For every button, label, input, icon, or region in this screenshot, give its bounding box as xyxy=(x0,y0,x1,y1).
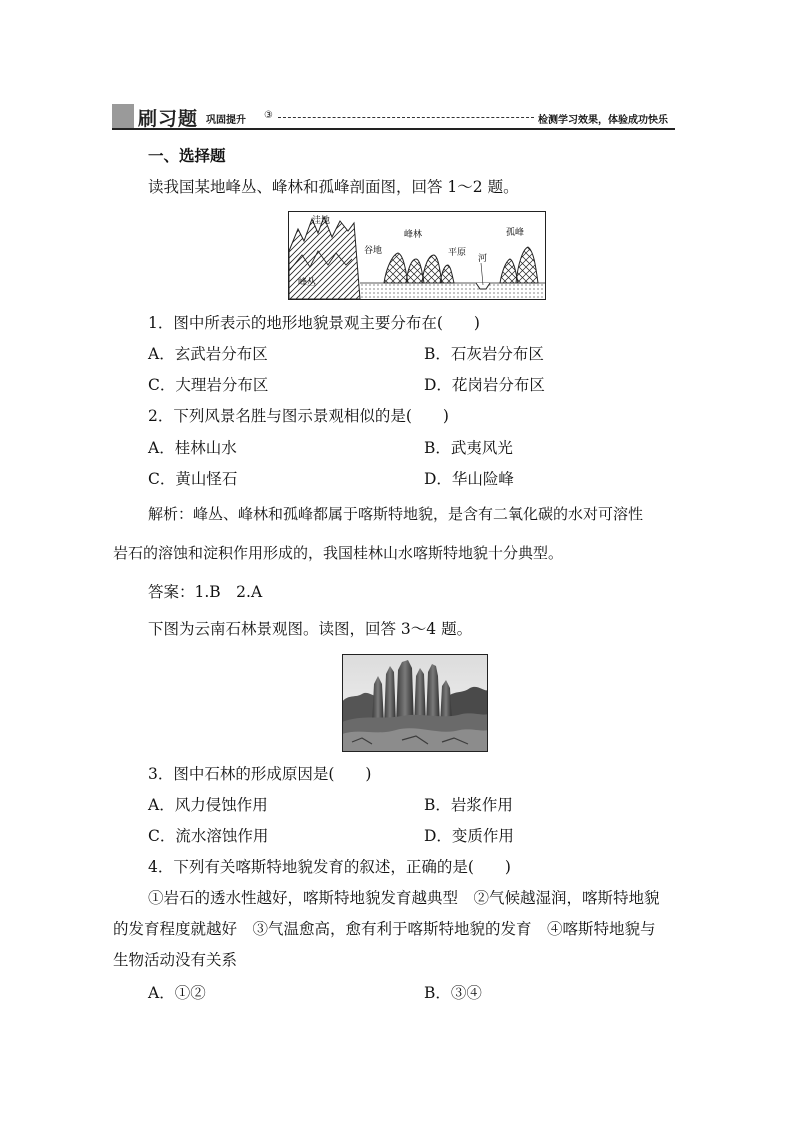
q4-statement-line-3: 生物活动没有关系 xyxy=(113,951,238,969)
label-fenglin: 峰林 xyxy=(404,230,423,240)
q2-option-b[interactable]: B．武夷风光 xyxy=(424,439,513,457)
intro-q3-4: 下图为云南石林景观图。读图，回答 3～4 题。 xyxy=(148,620,473,638)
header-grey-block xyxy=(112,104,134,128)
photo-pillar-3 xyxy=(396,660,414,724)
section-header xyxy=(112,104,675,130)
q3-stem: 3．图中石林的形成原因是( ) xyxy=(148,765,372,783)
header-right-text: 检测学习效果，体验成功快乐 xyxy=(538,115,668,126)
label-pingyuan: 平原 xyxy=(448,248,467,258)
q4-option-b[interactable]: B．③④ xyxy=(424,984,482,1002)
q2-stem: 2．下列风景名胜与图示景观相似的是( ) xyxy=(148,407,449,425)
q2-option-a[interactable]: A．桂林山水 xyxy=(148,439,237,457)
q4-statement-line-2: 的发育程度就越好 ③气温愈高，愈有利于喀斯特地貌的发育 ④喀斯特地貌与 xyxy=(113,920,656,938)
label-he: 河 xyxy=(478,254,488,264)
section-heading: 一、选择题 xyxy=(148,147,226,165)
explanation-line-1: 解析：峰丛、峰林和孤峰都属于喀斯特地貌，是含有二氧化碳的水对可溶性 xyxy=(148,505,644,523)
photo-rubble xyxy=(342,728,488,752)
q4-option-a[interactable]: A．①② xyxy=(148,984,206,1002)
q1-stem: 1．图中所表示的地形地貌景观主要分布在( ) xyxy=(148,314,480,332)
lowland-base xyxy=(360,283,545,299)
header-underline xyxy=(112,128,675,130)
q4-statement-line-1: ①岩石的透水性越好，喀斯特地貌发育越典型 ②气候越湿润，喀斯特地貌 xyxy=(148,889,660,907)
label-gufeng: 孤峰 xyxy=(506,228,525,238)
intro-q1-2: 读我国某地峰丛、峰林和孤峰剖面图，回答 1～2 题。 xyxy=(148,178,519,196)
q1-option-d[interactable]: D．花岗岩分布区 xyxy=(424,376,545,394)
label-gudi: 谷地 xyxy=(364,246,383,256)
label-fengcong: 峰丛 xyxy=(298,278,317,288)
q1-option-b[interactable]: B．石灰岩分布区 xyxy=(424,345,544,363)
header-title: 刷习题 xyxy=(138,108,199,130)
q3-option-b[interactable]: B．岩浆作用 xyxy=(424,796,513,814)
q3-option-d[interactable]: D．变质作用 xyxy=(424,827,514,845)
stone-forest-photo xyxy=(342,654,488,752)
explanation-line-2: 岩石的溶蚀和淀积作用形成的，我国桂林山水喀斯特地貌十分典型。 xyxy=(113,544,564,562)
q1-option-c[interactable]: C．大理岩分布区 xyxy=(148,376,269,394)
q3-option-a[interactable]: A．风力侵蚀作用 xyxy=(148,796,268,814)
header-subtitle: 巩固提升 xyxy=(206,115,246,126)
karst-profile-diagram xyxy=(288,211,546,300)
label-wadi: 洼地 xyxy=(312,216,331,226)
answer-1-2: 答案：1.B 2.A xyxy=(148,583,263,601)
header-circle-mark: ③ xyxy=(264,110,273,121)
q2-option-d[interactable]: D．华山险峰 xyxy=(424,470,514,488)
header-dashed-line xyxy=(278,117,534,118)
q3-option-c[interactable]: C．流水溶蚀作用 xyxy=(148,827,269,845)
q2-option-c[interactable]: C．黄山怪石 xyxy=(148,470,238,488)
q1-option-a[interactable]: A．玄武岩分布区 xyxy=(148,345,268,363)
q4-stem: 4．下列有关喀斯特地貌发育的叙述，正确的是( ) xyxy=(148,858,511,876)
